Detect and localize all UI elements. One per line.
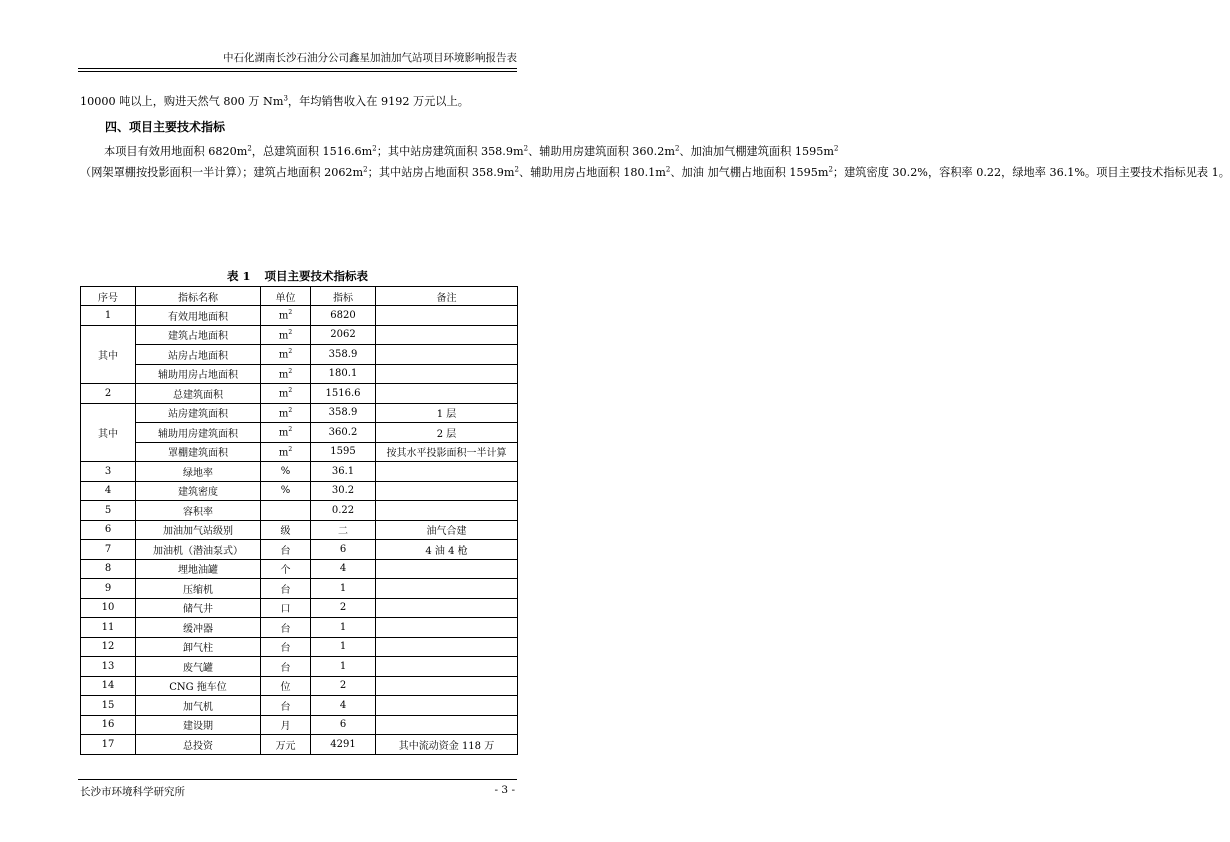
cell-value: 1: [311, 637, 376, 657]
cell-value: 2: [311, 598, 376, 618]
footer-rule: [78, 779, 517, 780]
cell-unit: [261, 345, 311, 365]
text-run: ；建筑密度 30.2%，容积率 0.22，绿地率 36.1%。项目主要技术指标见表 1。: [832, 166, 1230, 179]
cell-no: 15: [81, 696, 136, 716]
superscript: 2: [833, 144, 839, 153]
cell-value: 二: [311, 520, 376, 540]
cell-note: 按其水平投影面积一半计算: [376, 442, 518, 462]
cell-no: 12: [81, 637, 136, 657]
table-row: [81, 579, 518, 599]
table-row: [81, 345, 518, 365]
cell-group-label: 其中: [81, 403, 136, 462]
table-row: [81, 306, 518, 326]
cell-name: 建设期: [136, 715, 261, 735]
cell-value: 2062: [311, 325, 376, 345]
table-row: [81, 540, 518, 560]
cell-value: 358.9: [311, 403, 376, 423]
cell-value: 180.1: [311, 364, 376, 384]
cell-no: 2: [81, 384, 136, 404]
cell-name: 加油机（潜油泵式）: [136, 540, 261, 560]
cell-unit: %: [261, 462, 311, 482]
cell-name: 罩棚建筑面积: [136, 442, 261, 462]
cell-name: 储气井: [136, 598, 261, 618]
cell-name: 加气机: [136, 696, 261, 716]
unit-base: m: [278, 329, 289, 341]
text-run: 、加油 加气棚占地面积 1595m: [670, 166, 829, 179]
cell-unit: [261, 325, 311, 345]
unit-sup: 2: [288, 406, 293, 414]
table-row: [81, 384, 518, 404]
superscript: 2: [514, 165, 519, 174]
table-caption: [0, 268, 595, 284]
cell-note: [376, 579, 518, 599]
cell-no: 5: [81, 501, 136, 521]
unit-base: m: [278, 310, 289, 322]
cell-note: [376, 481, 518, 501]
unit-sup: 2: [288, 387, 293, 395]
cell-no: 6: [81, 520, 136, 540]
cell-note: [376, 676, 518, 696]
cell-name: 加油加气站级别: [136, 520, 261, 540]
paragraph-main: [80, 141, 1230, 183]
cell-name: 建筑密度: [136, 481, 261, 501]
cell-no: 16: [81, 715, 136, 735]
cell-note: [376, 364, 518, 384]
cell-note: [376, 306, 518, 326]
cell-no: 11: [81, 618, 136, 638]
cell-note: 2 层: [376, 423, 518, 443]
cell-note: 4 油 4 枪: [376, 540, 518, 560]
header-rule: [78, 68, 517, 69]
cell-value: 6820: [311, 306, 376, 326]
cell-value: 6: [311, 715, 376, 735]
cell-no: 7: [81, 540, 136, 560]
header-rule-thin: [78, 71, 517, 72]
table-row: [81, 423, 518, 443]
table-row: [81, 403, 518, 423]
table-row: [81, 501, 518, 521]
cell-note: [376, 696, 518, 716]
text-run: 、加油加气棚建筑面积 1595m: [679, 145, 834, 158]
table-row: [81, 657, 518, 677]
unit-sup: 2: [288, 426, 293, 434]
cell-name: 辅助用房建筑面积: [136, 423, 261, 443]
cell-no: 9: [81, 579, 136, 599]
cell-value: 1516.6: [311, 384, 376, 404]
table-row: [81, 735, 518, 755]
table-row: [81, 520, 518, 540]
cell-note: [376, 501, 518, 521]
cell-note: [376, 715, 518, 735]
cell-value: 0.22: [311, 501, 376, 521]
unit-sup: 2: [288, 309, 293, 317]
header-title: 中石化湖南长沙石油分公司鑫星加油加气站项目环境影响报告表: [223, 52, 517, 64]
cell-unit: 口: [261, 598, 311, 618]
cell-unit: 台: [261, 579, 311, 599]
cell-note: [376, 325, 518, 345]
cell-group-label: 其中: [81, 325, 136, 384]
footer-organization: 长沙市环境科学研究所: [80, 786, 185, 798]
cell-name: 总建筑面积: [136, 384, 261, 404]
header-cell-no: 序号: [81, 287, 136, 306]
cell-name: 辅助用房占地面积: [136, 364, 261, 384]
unit-base: m: [278, 388, 289, 400]
cell-no: 13: [81, 657, 136, 677]
text-run: 本项目有效用地面积 6820m: [104, 145, 248, 158]
table-row: [81, 442, 518, 462]
cell-unit: [261, 501, 311, 521]
cell-note: 1 层: [376, 403, 518, 423]
paragraph-continuation: [80, 91, 520, 112]
cell-note: [376, 657, 518, 677]
unit-base: m: [278, 446, 289, 458]
superscript: 2: [674, 144, 680, 153]
cell-name: 总投资: [136, 735, 261, 755]
unit-base: m: [278, 349, 289, 361]
cell-name: 有效用地面积: [136, 306, 261, 326]
table-header-row: [81, 287, 518, 306]
cell-value: 1: [311, 657, 376, 677]
cell-unit: 台: [261, 637, 311, 657]
cell-unit: 万元: [261, 735, 311, 755]
cell-no: 14: [81, 676, 136, 696]
page-number: - 3 -: [494, 784, 515, 796]
text-run: ，总建筑面积 1516.6m: [251, 145, 373, 158]
cell-name: 站房建筑面积: [136, 403, 261, 423]
cell-note: [376, 384, 518, 404]
superscript: 2: [247, 144, 252, 153]
cell-unit: 个: [261, 559, 311, 579]
header-cell-name: 指标名称: [136, 287, 261, 306]
cell-note: 其中流动资金 118 万: [376, 735, 518, 755]
superscript: 2: [665, 165, 671, 174]
table-row: [81, 364, 518, 384]
cell-unit: 台: [261, 696, 311, 716]
cell-name: 缓冲器: [136, 618, 261, 638]
unit-sup: 2: [288, 328, 293, 336]
table-row: [81, 462, 518, 482]
cell-name: 废气罐: [136, 657, 261, 677]
cell-note: 油气合建: [376, 520, 518, 540]
cell-name: CNG 拖车位: [136, 676, 261, 696]
cell-unit: 台: [261, 657, 311, 677]
cell-value: 4291: [311, 735, 376, 755]
cell-value: 2: [311, 676, 376, 696]
cell-name: 埋地油罐: [136, 559, 261, 579]
text-run: 、辅助用房建筑面积 360.2m: [528, 145, 675, 158]
cell-no: 1: [81, 306, 136, 326]
cell-no: 8: [81, 559, 136, 579]
cell-value: 36.1: [311, 462, 376, 482]
cell-note: [376, 637, 518, 657]
cell-unit: [261, 403, 311, 423]
unit-base: m: [278, 368, 289, 380]
table-row: [81, 637, 518, 657]
cell-note: [376, 345, 518, 365]
cell-value: 360.2: [311, 423, 376, 443]
superscript: 3: [283, 94, 288, 103]
cell-name: 建筑占地面积: [136, 325, 261, 345]
superscript: 2: [372, 144, 377, 153]
cell-value: 6: [311, 540, 376, 560]
cell-unit: [261, 306, 311, 326]
cell-value: 358.9: [311, 345, 376, 365]
table-row: [81, 696, 518, 716]
cell-unit: 位: [261, 676, 311, 696]
cell-value: 1595: [311, 442, 376, 462]
unit-base: m: [278, 407, 289, 419]
cell-note: [376, 559, 518, 579]
cell-unit: 级: [261, 520, 311, 540]
text-run: 、辅助用房占地面积 180.1m: [519, 166, 666, 179]
table-row: [81, 676, 518, 696]
cell-name: 站房占地面积: [136, 345, 261, 365]
cell-name: 卸气柱: [136, 637, 261, 657]
superscript: 2: [363, 165, 368, 174]
text-run: ；其中站房占地面积 358.9m: [367, 166, 515, 179]
technical-indicators-table: [80, 286, 518, 755]
table-caption-text: 项目主要技术指标表: [264, 269, 368, 283]
unit-base: m: [278, 427, 289, 439]
table-caption-number: 表 1: [226, 269, 251, 283]
cell-unit: 月: [261, 715, 311, 735]
cell-no: 17: [81, 735, 136, 755]
cell-note: [376, 598, 518, 618]
cell-value: 1: [311, 579, 376, 599]
cell-value: 4: [311, 559, 376, 579]
cell-value: 30.2: [311, 481, 376, 501]
text-run: 10000 吨以上，购进天然气 800 万 Nm: [80, 95, 284, 108]
cell-no: 4: [81, 481, 136, 501]
header-cell-value: 指标: [311, 287, 376, 306]
cell-unit: [261, 364, 311, 384]
header-cell-note: 备注: [376, 287, 518, 306]
table-row: [81, 481, 518, 501]
cell-name: 绿地率: [136, 462, 261, 482]
table-row: [81, 715, 518, 735]
cell-unit: %: [261, 481, 311, 501]
unit-sup: 2: [288, 445, 293, 453]
unit-sup: 2: [288, 348, 293, 356]
table-row: [81, 325, 518, 345]
text-run: ；其中站房建筑面积 358.9m: [376, 145, 524, 158]
cell-name: 容积率: [136, 501, 261, 521]
table-row: [81, 598, 518, 618]
table-row: [81, 618, 518, 638]
superscript: 2: [523, 144, 529, 153]
section-heading: 四、项目主要技术指标: [105, 120, 226, 134]
cell-note: [376, 462, 518, 482]
text-run: （网架罩棚按投影面积一半计算）；建筑占地面积 2062m: [80, 166, 364, 179]
cell-unit: [261, 384, 311, 404]
cell-unit: [261, 442, 311, 462]
header-cell-unit: 单位: [261, 287, 311, 306]
cell-unit: 台: [261, 618, 311, 638]
cell-no: 10: [81, 598, 136, 618]
cell-unit: 台: [261, 540, 311, 560]
table-row: [81, 559, 518, 579]
text-run: ，年均销售收入在 9192 万元以上。: [287, 95, 469, 108]
cell-no: 3: [81, 462, 136, 482]
cell-value: 4: [311, 696, 376, 716]
unit-sup: 2: [288, 367, 293, 375]
cell-note: [376, 618, 518, 638]
cell-unit: [261, 423, 311, 443]
superscript: 2: [828, 165, 833, 174]
cell-value: 1: [311, 618, 376, 638]
cell-name: 压缩机: [136, 579, 261, 599]
